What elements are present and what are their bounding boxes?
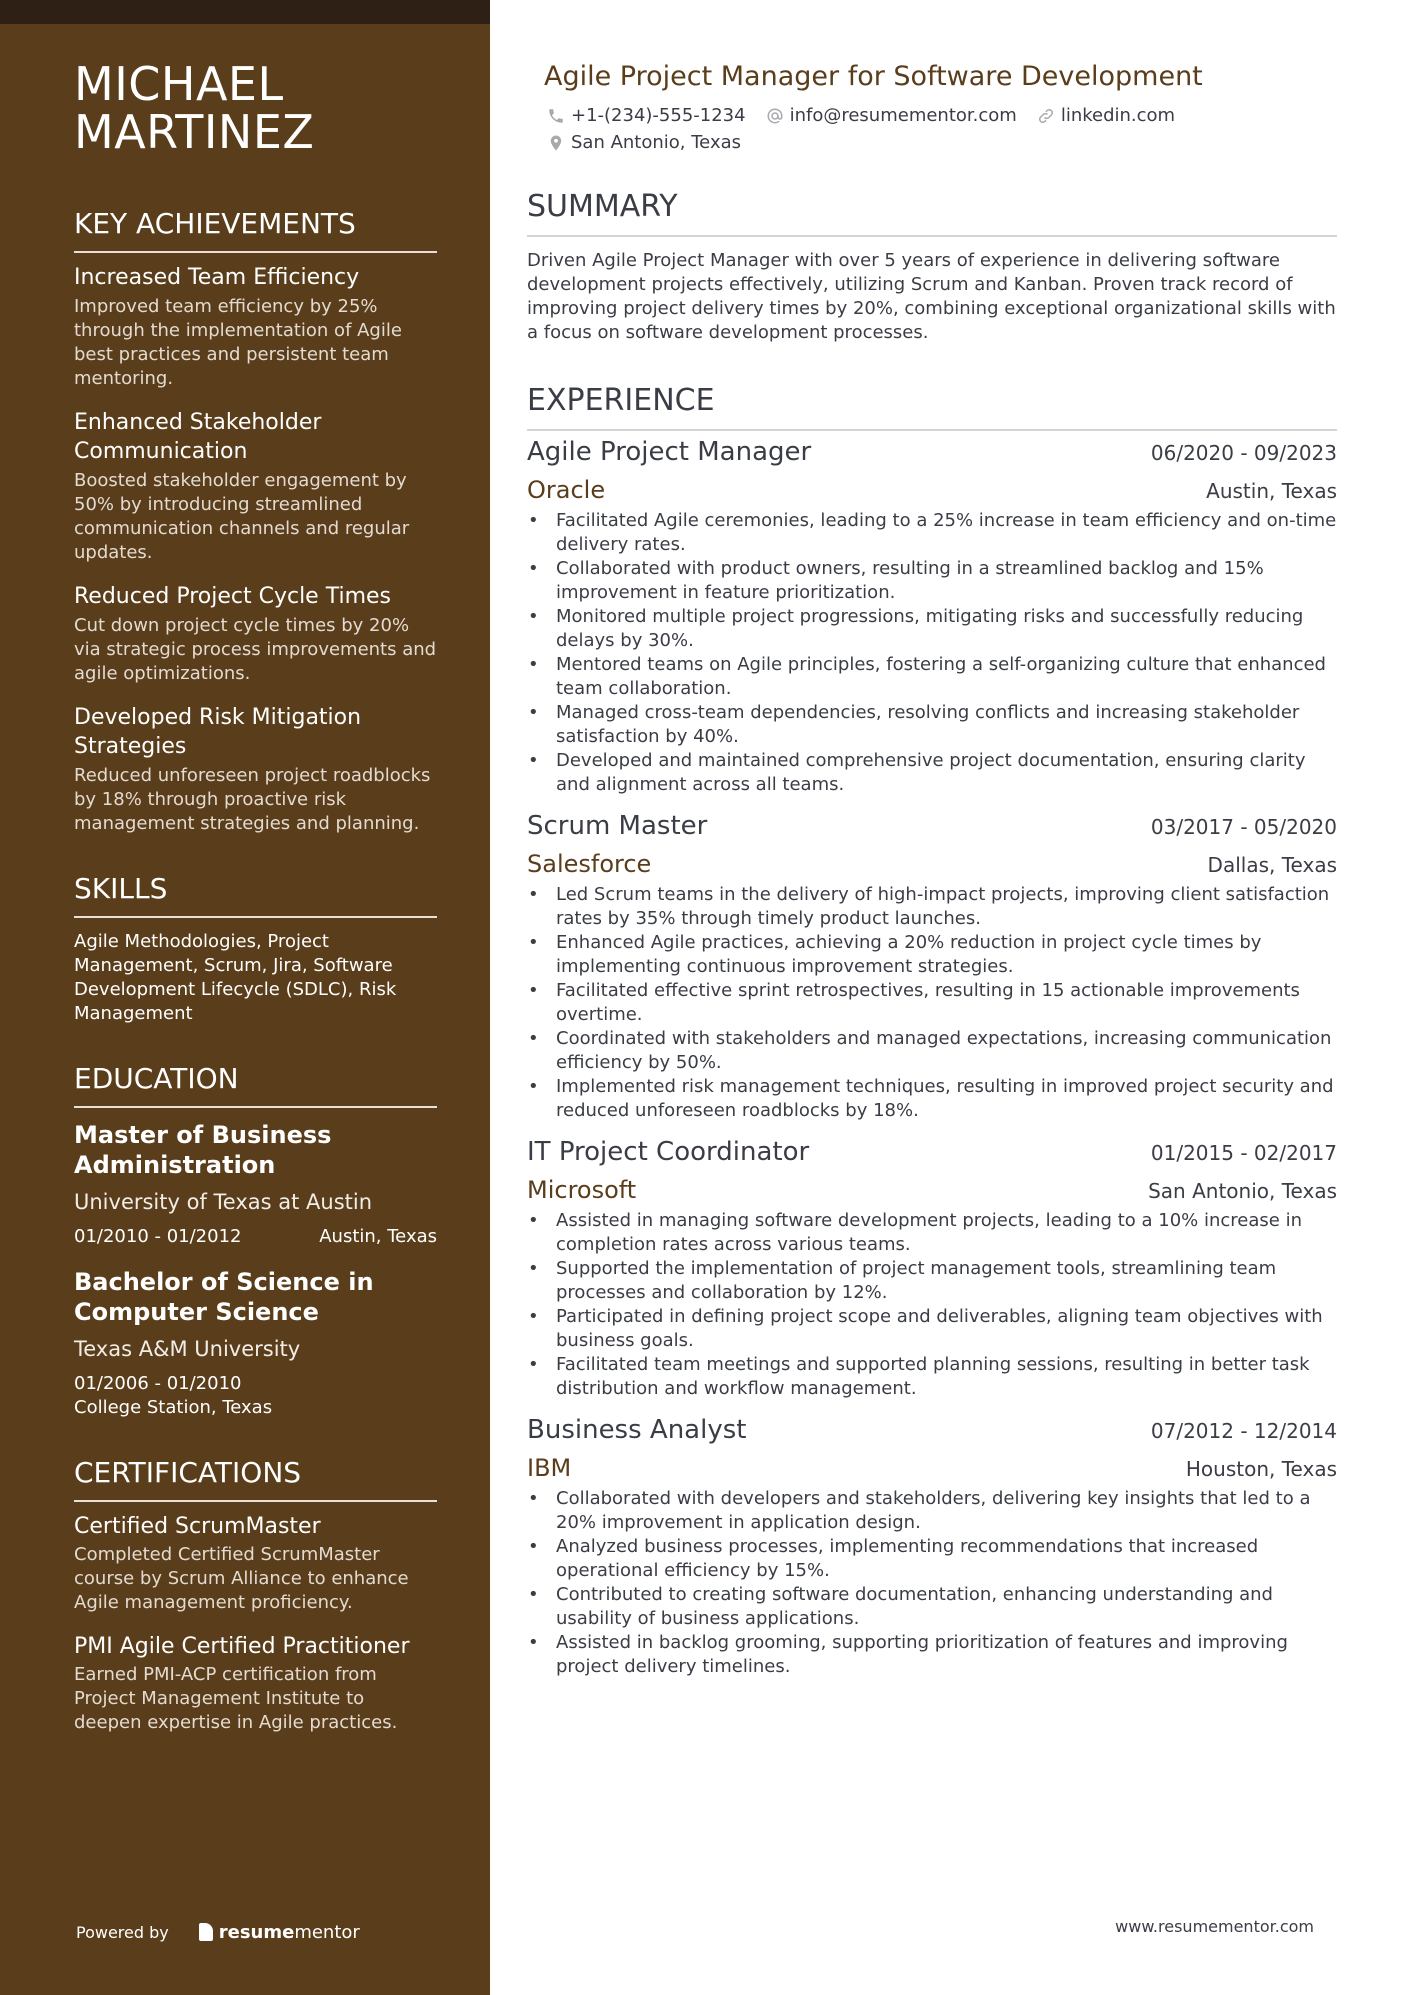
contact-email[interactable] <box>766 104 1017 128</box>
achievement-title: Enhanced Stakeholder Communication <box>74 410 322 464</box>
experience-header <box>527 809 1337 843</box>
achievement-title: Developed Risk Mitigation Strategies <box>74 705 362 759</box>
main-content <box>527 60 1337 1679</box>
experience-company: IBM <box>527 1454 572 1482</box>
certification-item <box>74 1512 437 1615</box>
certification-desc: Earned PMI-ACP certification from Project Management Institute to deepen expertise in Agile practices. <box>74 1664 398 1733</box>
experience-role: Scrum Master <box>527 811 708 841</box>
experience-company: Oracle <box>527 476 606 504</box>
certification-title: Certified ScrumMaster <box>74 1514 321 1539</box>
experience-list <box>527 435 1337 1679</box>
experience-bullets <box>527 1487 1337 1679</box>
powered-by-footer <box>76 1917 376 1947</box>
experience-bullet: • Facilitated team meetings and supported planning sessions, resulting in better task distribution and workflow management. <box>527 1353 1337 1401</box>
achievement-item <box>74 408 437 565</box>
logo-text-rest: mentor <box>294 1921 360 1943</box>
experience-bullets <box>527 509 1337 797</box>
experience-dates: 07/2012 - 12/2014 <box>1150 1419 1337 1443</box>
achievements-heading: KEY ACHIEVEMENTS <box>74 207 437 253</box>
sidebar-content <box>74 57 437 1735</box>
experience-header <box>527 435 1337 469</box>
experience-role: IT Project Coordinator <box>527 1137 810 1167</box>
experience-bullet: • Developed and maintained comprehensive project documentation, ensuring clarity and alignment across all teams. <box>527 749 1337 797</box>
logo-text-bold: resume <box>218 1921 295 1943</box>
achievement-desc: Cut down project cycle times by 20% via strategic process improvements and agile optimizations. <box>74 615 437 684</box>
education-school: University of Texas at Austin <box>74 1190 373 1214</box>
achievement-desc: Reduced unforeseen project roadblocks by 18% through proactive risk management strategies and planning. <box>74 765 431 834</box>
experience-bullet: • Monitored multiple project progressions, mitigating risks and successfully reducing delays by 30%. <box>527 605 1337 653</box>
resumementor-logo-icon <box>199 1923 213 1941</box>
education-meta <box>74 1225 437 1249</box>
contact-row-2 <box>547 131 1337 155</box>
website-footer-link[interactable]: www.resumementor.com <box>1115 1917 1314 1936</box>
experience-item <box>527 435 1337 797</box>
experience-bullet: • Led Scrum teams in the delivery of high-impact projects, improving client satisfaction rates by 35% through timely product launches. <box>527 883 1337 931</box>
achievement-desc: Boosted stakeholder engagement by 50% by introducing streamlined communication channels and regular updates. <box>74 470 410 563</box>
experience-header <box>527 1135 1337 1169</box>
phone-text: +1-(234)-555-1234 <box>571 105 746 126</box>
education-item <box>74 1267 437 1420</box>
education-location: Austin, Texas <box>319 1226 437 1247</box>
experience-location: Austin, Texas <box>1206 479 1337 503</box>
experience-bullet: • Enhanced Agile practices, achieving a 20% reduction in project cycle times by implementing continuous improvement strategies. <box>527 931 1337 979</box>
achievement-item <box>74 703 437 836</box>
candidate-name <box>74 57 437 159</box>
certification-item <box>74 1632 437 1735</box>
certifications-heading: CERTIFICATIONS <box>74 1456 437 1502</box>
experience-bullet: • Participated in defining project scope and deliverables, aligning team objectives with business goals. <box>527 1305 1337 1353</box>
experience-location: Houston, Texas <box>1185 1457 1337 1481</box>
skills-list: Agile Methodologies, Project Management, Scrum, Jira, Software Development Lifecycle (SDLC), Risk Management <box>74 931 397 1024</box>
education-dates: 01/2006 - 01/2010 <box>74 1373 242 1394</box>
experience-bullet: • Facilitated Agile ceremonies, leading to a 25% increase in team efficiency and on-time delivery rates. <box>527 509 1337 557</box>
experience-dates: 01/2015 - 02/2017 <box>1150 1141 1337 1165</box>
experience-role: Business Analyst <box>527 1415 747 1445</box>
resume-title: Agile Project Manager for Software Development <box>544 61 1203 92</box>
achievement-desc: Improved team efficiency by 25% through the implementation of Agile best practices and persistent team mentoring. <box>74 296 402 389</box>
achievement-item <box>74 263 437 391</box>
certification-title: PMI Agile Certified Practitioner <box>74 1634 410 1659</box>
experience-company: Microsoft <box>527 1176 637 1204</box>
experience-subheader <box>527 1173 1337 1207</box>
sidebar-top-bar <box>0 0 490 24</box>
achievement-item <box>74 582 437 686</box>
contact-location <box>547 131 741 155</box>
experience-bullet: • Coordinated with stakeholders and managed expectations, increasing communication efficiency by 50%. <box>527 1027 1337 1075</box>
education-location: College Station, Texas <box>74 1397 273 1418</box>
education-degree: Master of Business Administration <box>74 1121 332 1179</box>
experience-item <box>527 1135 1337 1401</box>
contact-row <box>547 104 1337 128</box>
education-meta <box>74 1372 437 1420</box>
experience-bullet: • Assisted in backlog grooming, supporting prioritization of features and improving project delivery timelines. <box>527 1631 1337 1679</box>
experience-bullets <box>527 883 1337 1123</box>
experience-bullet: • Implemented risk management techniques, resulting in improved project security and reduced unforeseen roadblocks by 18%. <box>527 1075 1337 1123</box>
experience-subheader <box>527 1451 1337 1485</box>
name-last: MARTINEZ <box>74 105 315 159</box>
contact-linkedin[interactable] <box>1037 104 1175 128</box>
experience-bullet: • Assisted in managing software development projects, leading to a 10% increase in completion rates across various teams. <box>527 1209 1337 1257</box>
experience-bullet: • Mentored teams on Agile principles, fostering a self-organizing culture that enhanced team collaboration. <box>527 653 1337 701</box>
experience-item <box>527 809 1337 1123</box>
skills-heading: SKILLS <box>74 872 437 918</box>
experience-heading: EXPERIENCE <box>527 383 1337 431</box>
experience-subheader <box>527 847 1337 881</box>
experience-subheader <box>527 473 1337 507</box>
location-pin-icon <box>547 134 565 152</box>
experience-bullet: • Supported the implementation of project management tools, streamlining team processes and collaboration by 12%. <box>527 1257 1337 1305</box>
experience-location: Dallas, Texas <box>1207 853 1337 877</box>
contact-phone[interactable] <box>547 104 746 128</box>
education-heading: EDUCATION <box>74 1062 437 1108</box>
education-item <box>74 1120 437 1249</box>
link-icon <box>1037 107 1055 125</box>
powered-by-label: Powered by <box>76 1922 169 1942</box>
experience-bullet: • Contributed to creating software documentation, enhancing understanding and usability of business applications. <box>527 1583 1337 1631</box>
phone-icon <box>547 107 565 125</box>
location-text: San Antonio, Texas <box>571 132 741 153</box>
experience-bullet: • Facilitated effective sprint retrospectives, resulting in 15 actionable improvements overtime. <box>527 979 1337 1027</box>
education-dates: 01/2010 - 01/2012 <box>74 1226 242 1247</box>
achievement-title: Increased Team Efficiency <box>74 265 360 290</box>
certification-desc: Completed Certified ScrumMaster course by Scrum Alliance to enhance Agile management proficiency. <box>74 1544 409 1613</box>
summary-text: Driven Agile Project Manager with over 5 years of experience in delivering software development projects effectively, utilizing Scrum and Kanban. Proven track record of improving project delivery times by 20%, combining exceptional organizational skills with a focus on software development processes. <box>527 250 1336 343</box>
experience-dates: 06/2020 - 09/2023 <box>1150 441 1337 465</box>
linkedin-text: linkedin.com <box>1060 105 1176 126</box>
email-text: info@resumementor.com <box>789 105 1017 126</box>
experience-item <box>527 1413 1337 1679</box>
experience-bullet: • Managed cross-team dependencies, resolving conflicts and increasing stakeholder satisfaction by 40%. <box>527 701 1337 749</box>
experience-company: Salesforce <box>527 850 652 878</box>
experience-bullet: • Collaborated with product owners, resulting in a streamlined backlog and 15% improvement in feature prioritization. <box>527 557 1337 605</box>
experience-bullet: • Analyzed business processes, implementing recommendations that increased operational efficiency by 15%. <box>527 1535 1337 1583</box>
experience-dates: 03/2017 - 05/2020 <box>1150 815 1337 839</box>
summary-heading: SUMMARY <box>527 189 1337 237</box>
at-sign-icon <box>766 107 784 125</box>
sidebar <box>0 0 490 1995</box>
resumementor-logo[interactable] <box>199 1922 360 1943</box>
experience-bullets <box>527 1209 1337 1401</box>
education-degree: Bachelor of Science in Computer Science <box>74 1268 374 1326</box>
name-first: MICHAEL <box>74 57 284 111</box>
experience-role: Agile Project Manager <box>527 437 812 467</box>
experience-location: San Antonio, Texas <box>1148 1179 1337 1203</box>
experience-bullet: • Collaborated with developers and stakeholders, delivering key insights that led to a 20% improvement in application design. <box>527 1487 1337 1535</box>
education-school: Texas A&M University <box>74 1337 301 1361</box>
achievement-title: Reduced Project Cycle Times <box>74 584 392 609</box>
experience-header <box>527 1413 1337 1447</box>
